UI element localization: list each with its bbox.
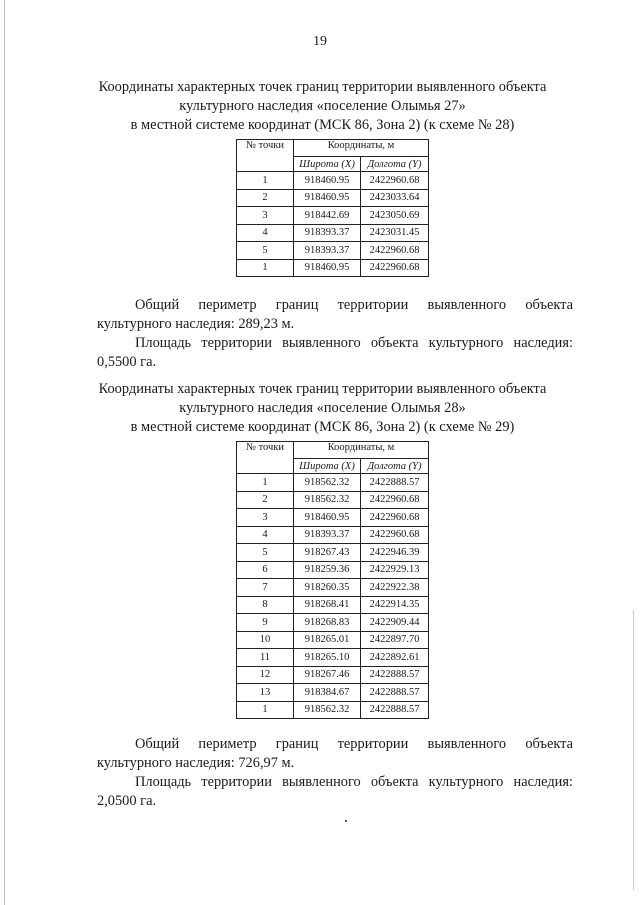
heading-line: в местной системе координат (МСК 86, Зона 2) (к схеме № 28) <box>130 117 515 133</box>
heading-line: Координаты характерных точек границ территории выявленного объекта <box>98 381 547 397</box>
point-number: 13 <box>237 684 294 702</box>
longitude-cell: 2422960.68 <box>361 491 429 509</box>
longitude-cell: 2422929.13 <box>361 561 429 579</box>
latitude-cell: 918442.69 <box>294 207 361 225</box>
longitude-cell: 2422922.38 <box>361 579 429 597</box>
table-row <box>237 596 429 614</box>
table-row <box>237 544 429 562</box>
area-text-cont: 0,5500 га. <box>97 354 157 370</box>
latitude-cell: 918562.32 <box>294 474 361 492</box>
longitude-cell: 2422960.68 <box>361 242 429 260</box>
point-number: 1 <box>237 474 294 492</box>
longitude-cell: 2422960.68 <box>361 172 429 190</box>
point-number: 12 <box>237 666 294 684</box>
section-2-summary <box>97 735 573 811</box>
table-row <box>237 509 429 527</box>
area-text: Площадь территории выявленного объекта культурного наследия: <box>135 774 573 790</box>
latitude-cell: 918393.37 <box>294 224 361 242</box>
scan-margin-line <box>4 0 5 905</box>
point-number: 5 <box>237 242 294 260</box>
latitude-cell: 918393.37 <box>294 242 361 260</box>
table-row <box>237 579 429 597</box>
col-header-lat: Широта (X) <box>294 459 361 474</box>
latitude-cell: 918460.95 <box>294 172 361 190</box>
point-number: 8 <box>237 596 294 614</box>
table-row <box>237 614 429 632</box>
latitude-cell: 918460.95 <box>294 509 361 527</box>
latitude-cell: 918267.46 <box>294 666 361 684</box>
perimeter-text-cont: культурного наследия: 289,23 м. <box>97 316 295 332</box>
longitude-cell: 2422960.68 <box>361 259 429 277</box>
latitude-cell: 918268.41 <box>294 596 361 614</box>
point-number: 10 <box>237 631 294 649</box>
table-row <box>237 172 429 190</box>
latitude-cell: 918260.35 <box>294 579 361 597</box>
latitude-cell: 918265.01 <box>294 631 361 649</box>
longitude-cell: 2422960.68 <box>361 526 429 544</box>
point-number: 2 <box>237 491 294 509</box>
table-row <box>237 649 429 667</box>
table-row <box>237 631 429 649</box>
longitude-cell: 2422946.39 <box>361 544 429 562</box>
longitude-cell: 2423031.45 <box>361 224 429 242</box>
longitude-cell: 2422888.57 <box>361 701 429 719</box>
table-row <box>237 474 429 492</box>
latitude-cell: 918268.83 <box>294 614 361 632</box>
point-number: 7 <box>237 579 294 597</box>
col-header-coords: Координаты, м <box>294 140 429 157</box>
point-number: 5 <box>237 544 294 562</box>
perimeter-text-cont: культурного наследия: 726,97 м. <box>97 755 295 771</box>
coordinates-table-1 <box>236 139 429 277</box>
latitude-cell: 918562.32 <box>294 491 361 509</box>
heading-line: культурного наследия «поселение Олымья 27» <box>179 98 466 114</box>
point-number: 1 <box>237 701 294 719</box>
perimeter-text: Общий периметр границ территории выявленного объекта <box>135 736 573 752</box>
table-row <box>237 259 429 277</box>
table-row <box>237 666 429 684</box>
table-row <box>237 189 429 207</box>
col-header-lon: Долгота (Y) <box>361 157 429 172</box>
longitude-cell: 2422909.44 <box>361 614 429 632</box>
point-number: 3 <box>237 207 294 225</box>
table-row <box>237 207 429 225</box>
section-1-heading <box>70 78 575 135</box>
point-number: 1 <box>237 172 294 190</box>
table-row <box>237 224 429 242</box>
latitude-cell: 918562.32 <box>294 701 361 719</box>
scan-speck <box>345 820 347 822</box>
longitude-cell: 2423033.64 <box>361 189 429 207</box>
table-row <box>237 526 429 544</box>
longitude-cell: 2422892.61 <box>361 649 429 667</box>
col-header-lat: Широта (X) <box>294 157 361 172</box>
table-row <box>237 491 429 509</box>
point-number: 4 <box>237 526 294 544</box>
col-header-lon: Долгота (Y) <box>361 459 429 474</box>
longitude-cell: 2422897.70 <box>361 631 429 649</box>
table-body <box>237 172 429 277</box>
col-header-point: № точки <box>237 442 294 474</box>
section-1-summary <box>97 296 573 372</box>
point-number: 1 <box>237 259 294 277</box>
table-row <box>237 684 429 702</box>
area-text-cont: 2,0500 га. <box>97 793 157 809</box>
heading-line: Координаты характерных точек границ территории выявленного объекта <box>98 79 547 95</box>
longitude-cell: 2422888.57 <box>361 474 429 492</box>
longitude-cell: 2422914.35 <box>361 596 429 614</box>
point-number: 6 <box>237 561 294 579</box>
point-number: 4 <box>237 224 294 242</box>
longitude-cell: 2423050.69 <box>361 207 429 225</box>
table-body <box>237 474 429 719</box>
table-row <box>237 701 429 719</box>
latitude-cell: 918259.36 <box>294 561 361 579</box>
point-number: 9 <box>237 614 294 632</box>
heading-line: в местной системе координат (МСК 86, Зона 2) (к схеме № 29) <box>130 419 515 435</box>
point-number: 11 <box>237 649 294 667</box>
longitude-cell: 2422888.57 <box>361 666 429 684</box>
latitude-cell: 918384.67 <box>294 684 361 702</box>
table-row <box>237 561 429 579</box>
latitude-cell: 918267.43 <box>294 544 361 562</box>
section-2-heading <box>70 380 575 437</box>
latitude-cell: 918460.95 <box>294 259 361 277</box>
scan-margin-line-right <box>633 610 634 890</box>
heading-line: культурного наследия «поселение Олымья 28» <box>179 400 466 416</box>
area-text: Площадь территории выявленного объекта культурного наследия: <box>135 335 573 351</box>
latitude-cell: 918393.37 <box>294 526 361 544</box>
table-row <box>237 242 429 260</box>
longitude-cell: 2422960.68 <box>361 509 429 527</box>
col-header-point: № точки <box>237 140 294 172</box>
coordinates-table-2 <box>236 441 429 719</box>
latitude-cell: 918265.10 <box>294 649 361 667</box>
page-number: 19 <box>313 34 327 49</box>
perimeter-text: Общий периметр границ территории выявленного объекта <box>135 297 573 313</box>
longitude-cell: 2422888.57 <box>361 684 429 702</box>
point-number: 3 <box>237 509 294 527</box>
latitude-cell: 918460.95 <box>294 189 361 207</box>
col-header-coords: Координаты, м <box>294 442 429 459</box>
point-number: 2 <box>237 189 294 207</box>
